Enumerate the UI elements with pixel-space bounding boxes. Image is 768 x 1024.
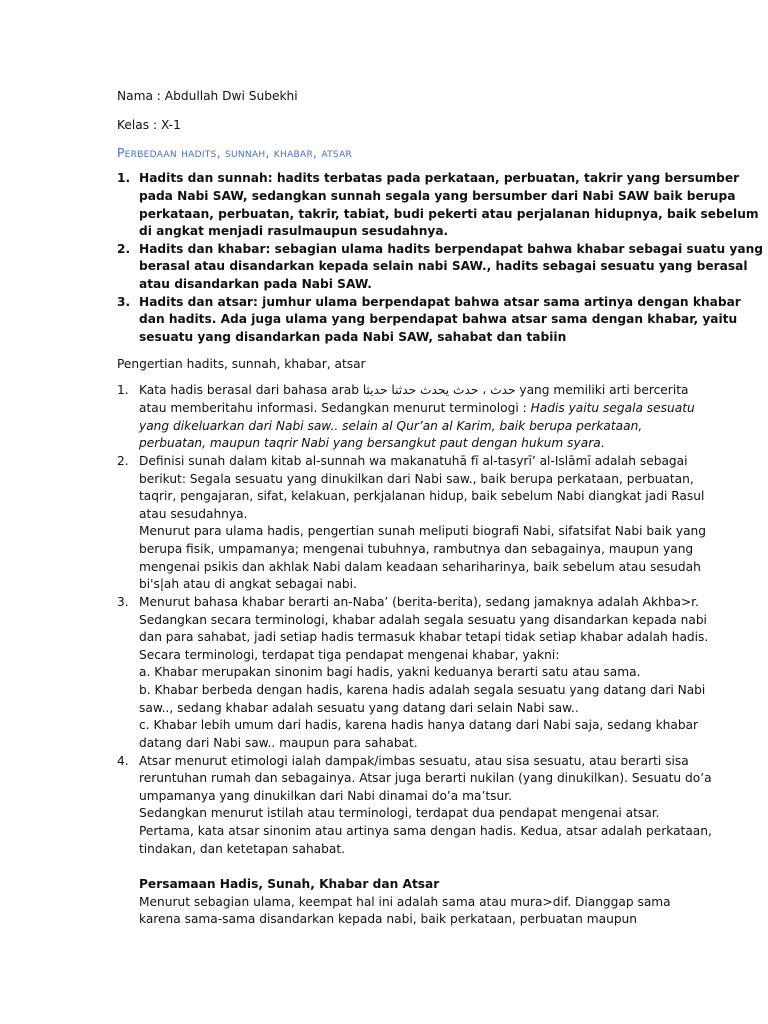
list-item-line: a. Khabar merupakan sinonim bagi hadis, yakni keduanya berarti satu atau sama. [139,665,641,679]
section-heading-perbedaan: Perbedaan hadits, sunnah, khabar, atsar [117,146,353,160]
section-heading-persamaan: Persamaan Hadis, Sunah, Khabar dan Atsar [139,877,440,891]
list-item-line: atau sesudahnya. [139,507,248,521]
list-item-line: berupa fisik, umpamanya; mengenai tubuhnya, rambutnya dan sebagainya, maupun yang [139,542,694,556]
text-run: atau memberitahu informasi. Sedangkan menurut terminologi : [139,401,531,415]
list-item-line: dan hadits. Ada juga ulama yang berpendapat bahwa atsar sama dengan khabar, yaitu [139,312,738,326]
list-item-line: tindakan, dan ketetapan sahabat. [139,842,345,856]
list-item-line: mengenai psikis dan akhlak Nabi dalam keadaan sehariharinya, baik sebelum atau sesudah [139,560,701,574]
list-item-line: sesuatu yang disandarkan pada Nabi SAW, sahabat dan tabiin [139,330,567,344]
list-number: 1. [117,171,131,185]
list-item-line: Secara terminologi, terdapat tiga pendapat mengenai khabar, yakni: [139,648,560,662]
list-item-line: Hadits dan sunnah: hadits terbatas pada perkataan, perbuatan, takrir yang bersumber [139,171,740,185]
paragraph-line: karena sama-sama disandarkan kepada nabi, baik perkataan, perbuatan maupun [139,912,638,926]
list-item-line: Hadits dan atsar: jumhur ulama berpendapat bahwa atsar sama artinya dengan khabar [139,295,741,309]
list-item-line: Definisi sunah dalam kitab al-sunnah wa makanatuhā fī al-tasyrī’ al-Islāmī adalah sebagai [139,454,688,468]
text-run: . [600,436,605,450]
paragraph-line: Menurut sebagian ulama, keempat hal ini adalah sama atau mura>dif. Dianggap sama [139,895,671,909]
section-heading-pengertian: Pengertian hadits, sunnah, khabar, atsar [117,357,366,371]
italic-text: Hadis yaitu segala sesuatu [530,401,695,415]
list-item-line: Menurut para ulama hadis, pengertian sunah meliputi biografi Nabi, sifatsifat Nabi baik yang [139,524,707,538]
list-number: 2. [117,242,131,256]
list-item-line: pada Nabi SAW, sedangkan sunnah segala yang bersumber dari Nabi SAW baik berupa [139,189,736,203]
list-item-line: umpamanya yang dinukilkan dari Nabi dinamai do’a ma’tsur. [139,789,512,803]
list-item-line: yang dikeluarkan dari Nabi saw.. selain al Qur’an al Karim, baik berupa perkataan, [139,419,643,433]
list-item-line: Hadits dan khabar: sebagian ulama hadits berpendapat bahwa khabar sebagai suatu yang [139,242,763,256]
class-line: Kelas : X-1 [117,118,181,132]
text-run: Kata hadis berasal dari bahasa arab [139,383,363,397]
list-item-line: berikut: Segala sesuatu yang dinukilkan dari Nabi saw., baik berupa perkataan, perbuatan, [139,472,694,486]
list-number: 2. [117,454,129,468]
list-item-line: atau disandarkan pada Nabi SAW. [139,277,372,291]
list-item-line: c. Khabar lebih umum dari hadis, karena hadis hanya datang dari Nabi saja, sedang khabar [139,718,699,732]
list-item-line [139,400,695,418]
list-item-line: bi's|ah atau di angkat sebagai nabi. [139,577,357,591]
list-number: 1. [117,383,129,397]
list-item-line: Sedangkan secara terminologi, khabar adalah segala sesuatu yang disandarkan kepada nabi [139,613,707,627]
text-run: yang memiliki arti bercerita [515,383,689,397]
italic-text: perbuatan, maupun taqrir Nabi yang bersangkut paut dengan hukum syara [139,436,601,450]
list-item-line: dan para sahabat, jadi setiap hadis termasuk khabar tetapi tidak setiap khabar adalah hadis. [139,630,709,644]
list-item-line: perkataan, perbuatan, takrir, tabiat, budi pekerti atau perjalanan hidupnya, baik sebelum [139,207,759,221]
list-item-line: di angkat menjadi rasulmaupun sesudahnya. [139,224,449,238]
list-item-line: Pertama, kata atsar sinonim atau artinya sama dengan hadis. Kedua, atsar adalah perkataan, [139,824,712,838]
list-item-line: Sedangkan menurut istilah atau terminologi, terdapat dua pendapat mengenai atsar. [139,806,660,820]
list-item-line: taqrir, pengajaran, sifat, kelakuan, perkjalanan hidup, baik sebelum Nabi diangkat jadi Rasul [139,489,705,503]
list-item-line: saw.., sedang khabar adalah sesuatu yang datang dari selain Nabi saw.. [139,701,579,715]
list-number: 3. [117,295,131,309]
name-line: Nama : Abdullah Dwi Subekhi [117,89,298,103]
list-number: 4. [117,754,129,768]
list-item-line: reruntuhan rumah dan sebagainya. Atsar juga berarti nukilan (yang dinukilkan). Sesuatu do’a [139,771,712,785]
list-item-line: berasal atau disandarkan kepada selain nabi SAW., hadits sebagai sesuatu yang berasal [139,259,748,273]
list-item-line: Menurut bahasa khabar berarti an-Naba’ (berita-berita), sedang jamaknya adalah Akhba>r. [139,595,699,609]
list-item-line [139,382,688,400]
list-item-line [139,435,605,453]
list-item-line: Atsar menurut etimologi ialah dampak/imbas sesuatu, atau sisa sesuatu, atau berarti sisa [139,754,689,768]
list-item-line: b. Khabar berbeda dengan hadis, karena hadis adalah segala sesuatu yang datang dari Nabi [139,683,706,697]
list-item-line: datang dari Nabi saw.. maupun para sahabat. [139,736,418,750]
list-number: 3. [117,595,129,609]
arabic-text: حدث ، حدث يحدث حدثنا حديثا [362,383,516,397]
